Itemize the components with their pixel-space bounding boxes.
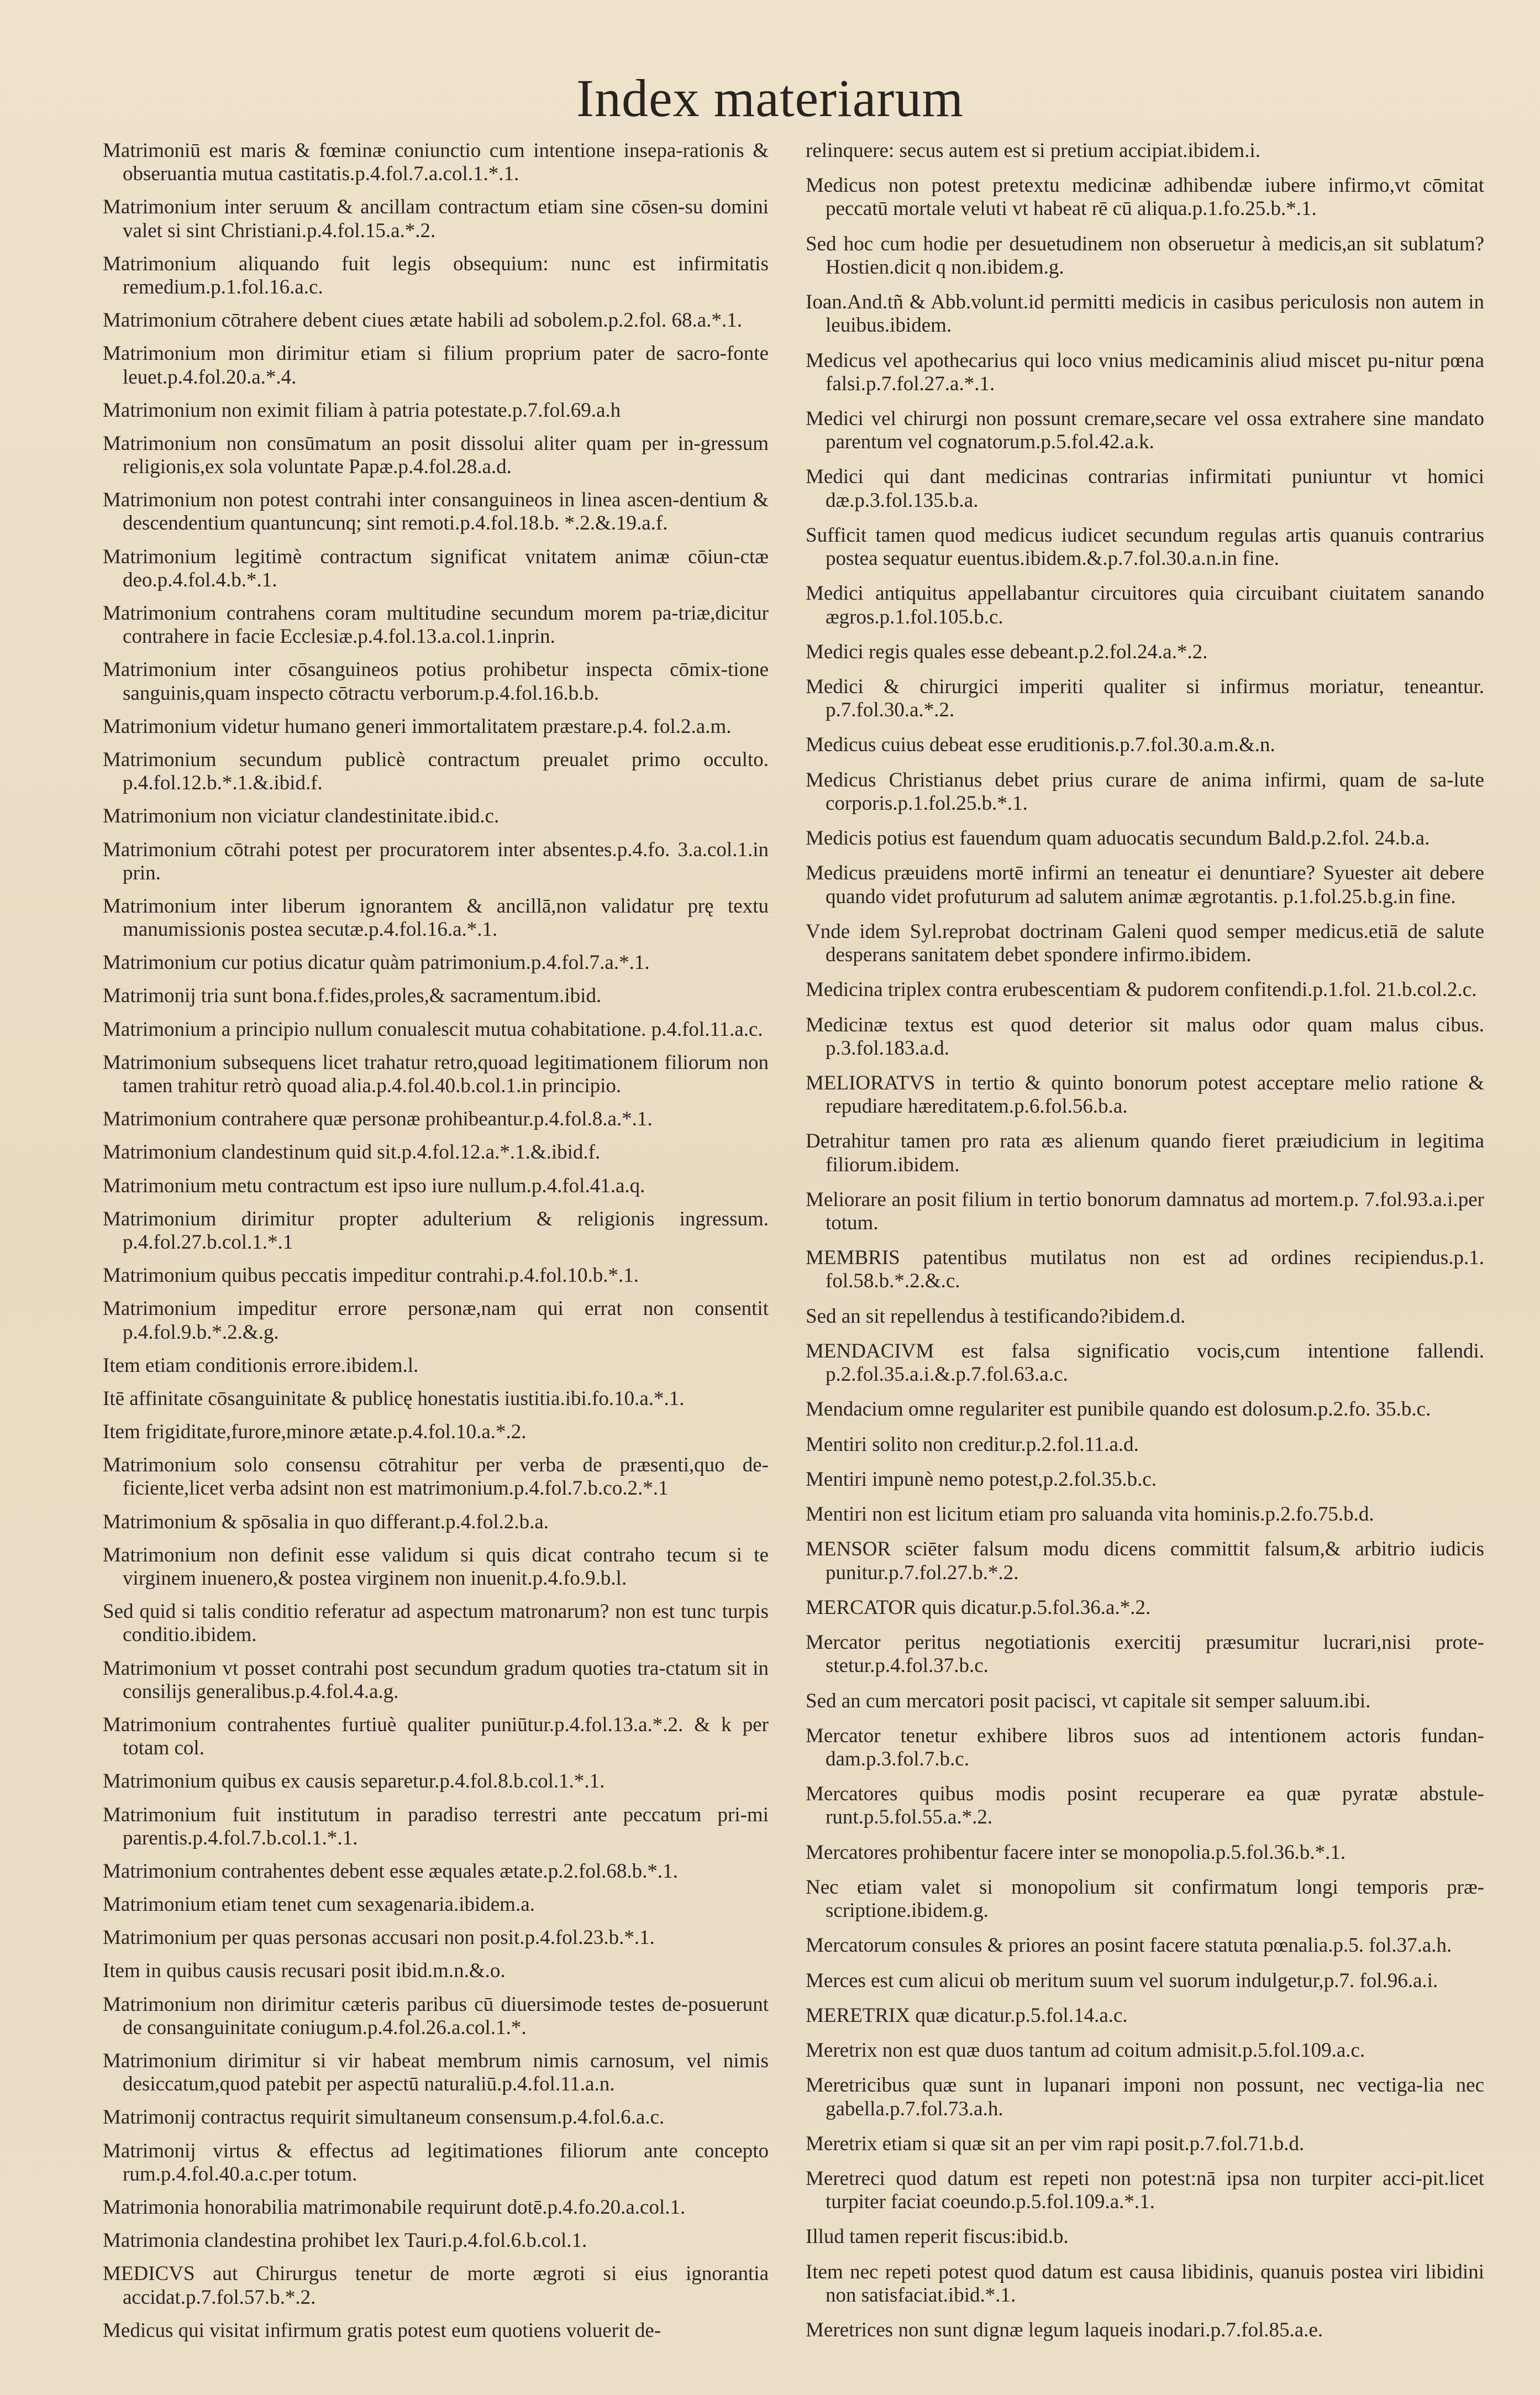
index-entry: MELIORATVS in tertio & quinto bonorum potest acceptare melio ratione & repudiare hæreditatem.p.6.fol.56.b.a. (806, 1071, 1484, 1118)
index-entry: Medicus præuidens mortē infirmi an teneatur ei denuntiare? Syuester ait debere quando videt profuturum ad salutem animæ ægrotantis. p.1.fol.25.b.g.in fine. (806, 862, 1484, 908)
index-entry: Nec etiam valet si monopolium sit confirmatum longi temporis præ-scriptione.ibidem.g. (806, 1875, 1484, 1922)
index-entry: Medicus non potest pretextu medicinæ adhibendæ iubere infirmo,vt cōmitat peccatū mortale veluti vt habeat rē cū aliqua.p.1.fo.25.b.*.1. (806, 174, 1484, 221)
index-column-left (103, 139, 769, 2342)
index-entry: Mentiri solito non creditur.p.2.fol.11.a.d. (806, 1433, 1139, 1456)
index-entry: Matrimonium inter liberum ignorantem & ancillā,non validatur prę textu manumissionis postea secutæ.p.4.fol.16.a.*.1. (103, 894, 769, 941)
index-entry: relinquere: secus autem est si pretium accipiat.ibidem.i. (806, 139, 1260, 162)
index-entry: Item in quibus causis recusari posit ibid.m.n.&.o. (103, 1959, 506, 1983)
index-entry: MERETRIX quæ dicatur.p.5.fol.14.a.c. (806, 2004, 1128, 2027)
index-entry: Item frigiditate,furore,minore ætate.p.4.fol.10.a.*.2. (103, 1421, 527, 1444)
index-entry: Matrimonium quibus ex causis separetur.p.4.fol.8.b.col.1.*.1. (103, 1770, 605, 1793)
index-entry: Matrimonium subsequens licet trahatur retro,quoad legitimationem filiorum non tamen trahitur retrò quoad alia.p.4.fol.40.b.col.1.in principio. (103, 1051, 769, 1097)
index-entry: Mercatores prohibentur facere inter se monopolia.p.5.fol.36.b.*.1. (806, 1841, 1346, 1864)
index-entry: Medicus Christianus debet prius curare de anima infirmi, quam de sa-lute corporis.p.1.fol.25.b.*.1. (806, 768, 1484, 815)
index-entry: Ioan.And.tñ & Abb.volunt.id permitti medicis in casibus periculosis non autem in leuibus.ibidem. (806, 291, 1484, 337)
index-entry: Mercator tenetur exhibere libros suos ad intentionem actoris fundan-dam.p.3.fol.7.b.c. (806, 1724, 1484, 1770)
index-entry: Sed an cum mercatori posit pacisci, vt capitale sit semper saluum.ibi. (806, 1689, 1371, 1712)
index-entry: Matrimonium etiam tenet cum sexagenaria.ibidem.a. (103, 1893, 535, 1916)
index-entry: Matrimonium legitimè contractum significat vnitatem animæ cōiun-ctæ deo.p.4.fol.4.b.*.1. (103, 545, 769, 591)
index-entry: Medicus qui visitat infirmum gratis potest eum quotiens voluerit de- (103, 2319, 661, 2342)
index-entry: Matrimonium secundum publicè contractum preualet primo occulto. p.4.fol.12.b.*.1.&.ibid.f. (103, 748, 769, 795)
index-entry: Sufficit tamen quod medicus iudicet secundum regulas artis quanuis contrarius postea sequatur euentus.ibidem.&.p.7.fol.30.a.n.in fine. (806, 523, 1484, 570)
index-entry: Matrimonij contractus requirit simultaneum consensum.p.4.fol.6.a.c. (103, 2106, 665, 2129)
index-entry: Mercator peritus negotiationis exercitij præsumitur lucrari,nisi prote-stetur.p.4.fol.37.b.c. (806, 1631, 1484, 1678)
index-entry: Matrimonium non consūmatum an posit dissolui aliter quam per in-gressum religionis,ex sola voluntate Papæ.p.4.fol.28.a.d. (103, 432, 769, 479)
index-entry: Matrimonium fuit institutum in paradiso terrestri ante peccatum pri-mi parentis.p.4.fol.7.b.col.1.*.1. (103, 1803, 769, 1849)
index-entry: Sed quid si talis conditio referatur ad aspectum matronarum? non est tunc turpis conditio.ibidem. (103, 1600, 769, 1647)
index-entry: Item etiam conditionis errore.ibidem.l. (103, 1354, 419, 1377)
index-entry: Matrimoniū est maris & fœminæ coniunctio cum intentione insepa-rationis & obseruantia mutua castitatis.p.4.fol.7.a.col.1.*.1. (103, 139, 769, 186)
index-entry: Matrimonium cur potius dicatur quàm patrimonium.p.4.fol.7.a.*.1. (103, 951, 650, 974)
index-entry: Matrimonium inter seruum & ancillam contractum etiam sine cōsen-su domini valet si sint Christiani.p.4.fol.15.a.*.2. (103, 196, 769, 242)
index-entry: Matrimonij tria sunt bona.f.fides,proles,& sacramentum.ibid. (103, 984, 602, 1008)
index-entry: Medicinæ textus est quod deterior sit malus odor quam malus cibus. p.3.fol.183.a.d. (806, 1013, 1484, 1060)
index-entry: Detrahitur tamen pro rata æs alienum quando fieret præiudicium in legitima filiorum.ibidem. (806, 1130, 1484, 1176)
index-entry: Meretrices non sunt dignæ legum laqueis inodari.p.7.fol.85.a.e. (806, 2319, 1323, 2342)
index-entry: Matrimonium non definit esse validum si quis dicat contraho tecum si te virginem inuenero,& postea virginem non inuenit.p.4.fo.9.b.l. (103, 1543, 769, 1590)
index-entry: Medici qui dant medicinas contrarias infirmitati puniuntur vt homici dæ.p.3.fol.135.b.a. (806, 465, 1484, 512)
index-entry: Matrimonium cōtrahi potest per procuratorem inter absentes.p.4.fo. 3.a.col.1.in prin. (103, 838, 769, 884)
index-entry: Matrimonium quibus peccatis impeditur contrahi.p.4.fol.10.b.*.1. (103, 1264, 639, 1287)
page-title: Index materiarum (576, 69, 964, 128)
index-entry: Matrimonium clandestinum quid sit.p.4.fol.12.a.*.1.&.ibid.f. (103, 1141, 601, 1164)
index-column-right (806, 139, 1484, 2342)
index-entry: Vnde idem Syl.reprobat doctrinam Galeni quod semper medicus.etiā de salute desperans sanitatem debet spondere infirmo.ibidem. (806, 920, 1484, 966)
index-entry: Mendacium omne regulariter est punibile quando est dolosum.p.2.fo. 35.b.c. (806, 1398, 1431, 1421)
index-entry: MENDACIVM est falsa significatio vocis,cum intentione fallendi. p.2.fol.35.a.i.&.p.7.fol.63.a.c. (806, 1339, 1484, 1386)
index-entry: Matrimonium solo consensu cōtrahitur per verba de præsenti,quo de-ficiente,licet verba adsint non est matrimonium.p.4.fol.7.b.co.2.*.1 (103, 1454, 769, 1500)
index-entry: Meretricibus quæ sunt in lupanari imponi non possunt, nec vectiga-lia nec gabella.p.7.fol.73.a.h. (806, 2074, 1484, 2120)
index-entry: Medici & chirurgici imperiti qualiter si infirmus moriatur, teneantur. p.7.fol.30.a.*.2. (806, 675, 1484, 722)
index-entry: Matrimonium vt posset contrahi post secundum gradum quoties tra-ctatum sit in consilijs generalibus.p.4.fol.4.a.g. (103, 1657, 769, 1703)
index-entry: Mentiri impunè nemo potest,p.2.fol.35.b.c. (806, 1468, 1157, 1491)
index-entry: Meretrix non est quæ duos tantum ad coitum admisit.p.5.fol.109.a.c. (806, 2039, 1365, 2062)
index-entry: Mentiri non est licitum etiam pro saluanda vita hominis.p.2.fo.75.b.d. (806, 1503, 1374, 1526)
index-entry: Matrimonium non dirimitur cæteris paribus cū diuersimode testes de-posuerunt de consanguinitate coniugum.p.4.fol.26.a.col.1.*. (103, 1993, 769, 2039)
index-entry: Meliorare an posit filium in tertio bonorum damnatus ad mortem.p. 7.fol.93.a.i.per totum. (806, 1188, 1484, 1234)
index-entry: MEDICVS aut Chirurgus tenetur de morte ægroti si eius ignorantia accidat.p.7.fol.57.b.*.2. (103, 2262, 769, 2309)
index-entry: Medicina triplex contra erubescentiam & pudorem confitendi.p.1.fol. 21.b.col.2.c. (806, 978, 1477, 1002)
index-entry: Matrimonium contrahentes debent esse æquales ætate.p.2.fol.68.b.*.1. (103, 1859, 678, 1883)
index-entry: Meretrix etiam si quæ sit an per vim rapi posit.p.7.fol.71.b.d. (806, 2132, 1305, 2155)
index-entry: Mercatorum consules & priores an posint facere statuta pœnalia.p.5. fol.37.a.h. (806, 1934, 1452, 1957)
index-entry: Matrimonia clandestina prohibet lex Tauri.p.4.fol.6.b.col.1. (103, 2229, 587, 2252)
index-entry: Sed an sit repellendus à testificando?ibidem.d. (806, 1304, 1186, 1328)
index-entry: Matrimonium aliquando fuit legis obsequium: nunc est infirmitatis remedium.p.1.fol.16.a.c. (103, 252, 769, 298)
index-entry: Merces est cum alicui ob meritum suum vel suorum indulgetur,p.7. fol.96.a.i. (806, 1969, 1438, 1992)
index-entry: Medici antiquitus appellabantur circuitores quia circuibant ciuitatem sanando ægros.p.1.fol.105.b.c. (806, 582, 1484, 628)
index-entry: Matrimonium cōtrahere debent ciues ætate habili ad sobolem.p.2.fol. 68.a.*.1. (103, 309, 742, 332)
index-entry: Matrimonium non potest contrahi inter consanguineos in linea ascen-dentium & descendentium quantuncunq; sint remoti.p.4.fol.18.b. *.2.&.19.a.f. (103, 489, 769, 535)
index-entry: Medicus vel apothecarius qui loco vnius medicaminis aliud miscet pu-nitur pœna falsi.p.7.fol.27.a.*.1. (806, 349, 1484, 395)
index-entry: MEMBRIS patentibus mutilatus non est ad ordines recipiendus.p.1. fol.58.b.*.2.&.c. (806, 1246, 1484, 1293)
index-entry: Matrimonium & spōsalia in quo differant.p.4.fol.2.b.a. (103, 1510, 549, 1533)
index-entry: Itē affinitate cōsanguinitate & publicę honestatis iustitia.ibi.fo.10.a.*.1. (103, 1387, 685, 1410)
index-entry: Mercatores quibus modis posint recuperare ea quæ pyratæ abstule-runt.p.5.fol.55.a.*.2. (806, 1783, 1484, 1829)
index-entry: Matrimonium contrahens coram multitudine secundum morem pa-triæ,dicitur contrahere in facie Ecclesiæ.p.4.fol.13.a.col.1.inprin. (103, 602, 769, 648)
index-entry: Matrimonij virtus & effectus ad legitimationes filiorum ante concepto rum.p.4.fol.40.a.c.per totum. (103, 2139, 769, 2186)
index-entry: Meretreci quod datum est repeti non potest:nā ipsa non turpiter acci-pit.licet turpiter faciat coeundo.p.5.fol.109.a.*.1. (806, 2167, 1484, 2214)
index-entry: Matrimonium impeditur errore personæ,nam qui errat non consentit p.4.fol.9.b.*.2.&.g. (103, 1297, 769, 1344)
index-entry: MENSOR sciēter falsum modu dicens committit falsum,& arbitrio iudicis punitur.p.7.fol.27.b.*.2. (806, 1538, 1484, 1584)
index-entry: Matrimonium per quas personas accusari non posit.p.4.fol.23.b.*.1. (103, 1926, 655, 1949)
index-entry: Medici vel chirurgi non possunt cremare,secare vel ossa extrahere sine mandato parentum vel cognatorum.p.5.fol.42.a.k. (806, 407, 1484, 454)
index-entry: Matrimonium mon dirimitur etiam si filium proprium pater de sacro-fonte leuet.p.4.fol.20.a.*.4. (103, 342, 769, 389)
index-entry: MERCATOR quis dicatur.p.5.fol.36.a.*.2. (806, 1596, 1151, 1619)
index-entry: Matrimonium contrahere quæ personæ prohibeantur.p.4.fol.8.a.*.1. (103, 1108, 653, 1131)
index-entry: Matrimonium dirimitur si vir habeat membrum nimis carnosum, vel nimis desiccatum,quod patebit per aspectū naturaliū.p.4.fol.11.a.n. (103, 2050, 769, 2096)
index-entry: Matrimonia honorabilia matrimonabile requirunt dotē.p.4.fo.20.a.col.1. (103, 2195, 686, 2219)
index-entry: Illud tamen reperit fiscus:ibid.b. (806, 2225, 1069, 2249)
index-entry: Matrimonium videtur humano generi immortalitatem præstare.p.4. fol.2.a.m. (103, 715, 732, 738)
index-entry: Medici regis quales esse debeant.p.2.fol.24.a.*.2. (806, 640, 1208, 663)
index-entry: Matrimonium metu contractum est ipso iure nullum.p.4.fol.41.a.q. (103, 1174, 645, 1197)
index-entry: Medicus cuius debeat esse eruditionis.p.7.fol.30.a.m.&.n. (806, 733, 1275, 757)
index-entry: Medicis potius est fauendum quam aduocatis secundum Bald.p.2.fol. 24.b.a. (806, 827, 1430, 850)
index-entry: Matrimonium dirimitur propter adulterium & religionis ingressum. p.4.fol.27.b.col.1.*.1 (103, 1207, 769, 1254)
index-entry: Matrimonium inter cōsanguineos potius prohibetur inspecta cōmix-tione sanguinis,quam inspecto cōtractu verborum.p.4.fol.16.b.b. (103, 658, 769, 705)
index-entry: Matrimonium non eximit filiam à patria potestate.p.7.fol.69.a.h (103, 399, 621, 422)
index-entry: Item nec repeti potest quod datum est causa libidinis, quanuis postea viri libidini non satisfaciat.ibid.*.1. (806, 2260, 1484, 2307)
index-entry: Sed hoc cum hodie per desuetudinem non obseruetur à medicis,an sit sublatum?Hostien.dicit q non.ibidem.g. (806, 232, 1484, 279)
index-entry: Matrimonium a principio nullum conualescit mutua cohabitatione. p.4.fol.11.a.c. (103, 1018, 763, 1041)
index-entry: Matrimonium non viciatur clandestinitate.ibid.c. (103, 805, 500, 828)
index-entry: Matrimonium contrahentes furtiuè qualiter puniūtur.p.4.fol.13.a.*.2. & k per totam col. (103, 1713, 769, 1760)
